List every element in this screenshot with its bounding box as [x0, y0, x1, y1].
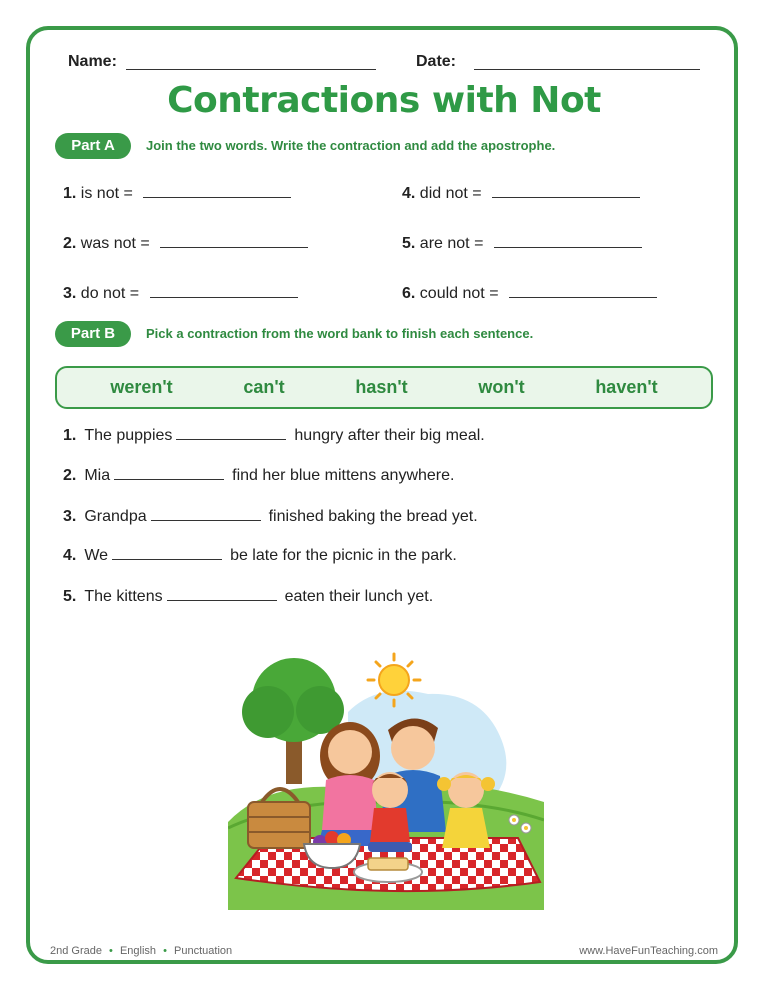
word-bank-item: haven't [595, 377, 658, 397]
date-label: Date: [416, 53, 457, 70]
sentence-end: hungry after their big meal. [294, 427, 485, 444]
sentence-item [63, 586, 433, 606]
answer-line[interactable] [492, 181, 640, 198]
page-title: Contractions with Not [167, 80, 601, 121]
family-picnic-illustration [228, 652, 544, 910]
item-number: 1. [63, 185, 77, 202]
item-words: do not [80, 285, 126, 302]
sentence-start: Mia [84, 467, 111, 484]
footer-subject: English [119, 945, 157, 957]
word-bank-item: weren't [110, 377, 173, 397]
answer-line[interactable] [112, 545, 222, 560]
equals-sign: = [123, 185, 133, 202]
item-words: was not [80, 235, 136, 252]
sentence-start: The puppies [84, 427, 173, 444]
sentence-number: 4. [63, 547, 77, 564]
equals-sign: = [140, 235, 150, 252]
item-words: could not [419, 285, 485, 302]
footer-meta [50, 945, 232, 957]
sentence-item [63, 465, 454, 485]
equals-sign: = [129, 285, 140, 302]
sentence-number: 3. [63, 508, 77, 525]
part-b-instruction: Pick a contraction from the word bank to finish each sentence. [146, 326, 534, 341]
item-number: 5. [402, 235, 416, 252]
name-line[interactable] [126, 69, 376, 70]
name-label: Name: [68, 53, 117, 70]
footer-bullet: • [109, 945, 113, 957]
item-words: is not [80, 185, 120, 202]
word-bank [55, 366, 713, 409]
part-a-item [402, 281, 657, 303]
item-words: are not [419, 235, 470, 252]
equals-sign: = [474, 235, 484, 252]
footer-topic: Punctuation [174, 945, 233, 957]
answer-line[interactable] [509, 281, 657, 298]
part-a-item [402, 231, 642, 253]
sentence-number: 2. [63, 467, 77, 484]
item-number: 2. [63, 235, 77, 252]
answer-line[interactable] [167, 586, 277, 601]
sentence-end: find her blue mittens anywhere. [232, 467, 455, 484]
part-a-item [63, 281, 298, 303]
footer-grade: 2nd Grade [50, 945, 102, 957]
footer-website[interactable]: www.HaveFunTeaching.com [579, 945, 718, 957]
sentence-start: The kittens [84, 588, 163, 605]
item-number: 6. [402, 285, 416, 302]
item-number: 3. [63, 285, 77, 302]
sentence-number: 5. [63, 588, 77, 605]
sentence-item [63, 425, 485, 445]
word-bank-item: won't [478, 377, 525, 397]
equals-sign: = [472, 185, 482, 202]
part-a-item [402, 181, 640, 203]
item-number: 4. [402, 185, 416, 202]
item-words: did not [419, 185, 468, 202]
answer-line[interactable] [114, 465, 224, 480]
answer-line[interactable] [494, 231, 642, 248]
word-bank-item: can't [243, 377, 285, 397]
part-a-item [63, 231, 308, 253]
footer-bullet: • [163, 945, 167, 957]
word-bank-item: hasn't [355, 377, 408, 397]
boy-figure [368, 772, 412, 852]
answer-line[interactable] [176, 425, 286, 440]
answer-line[interactable] [143, 181, 291, 198]
sentence-number: 1. [63, 427, 77, 444]
sentence-end: eaten their lunch yet. [284, 588, 434, 605]
sentence-start: We [84, 547, 109, 564]
part-b-badge: Part B [55, 321, 131, 347]
answer-line[interactable] [150, 281, 298, 298]
answer-line[interactable] [151, 506, 261, 521]
part-a-badge: Part A [55, 133, 131, 159]
sentence-end: be late for the picnic in the park. [230, 547, 457, 564]
sentence-item [63, 545, 457, 565]
part-a-item [63, 181, 291, 203]
part-a-instruction: Join the two words. Write the contraction and add the apostrophe. [146, 138, 556, 153]
date-line[interactable] [474, 69, 700, 70]
sentence-end: finished baking the bread yet. [268, 508, 478, 525]
sentence-item [63, 506, 478, 526]
answer-line[interactable] [160, 231, 308, 248]
equals-sign: = [489, 285, 499, 302]
sentence-start: Grandpa [84, 508, 147, 525]
